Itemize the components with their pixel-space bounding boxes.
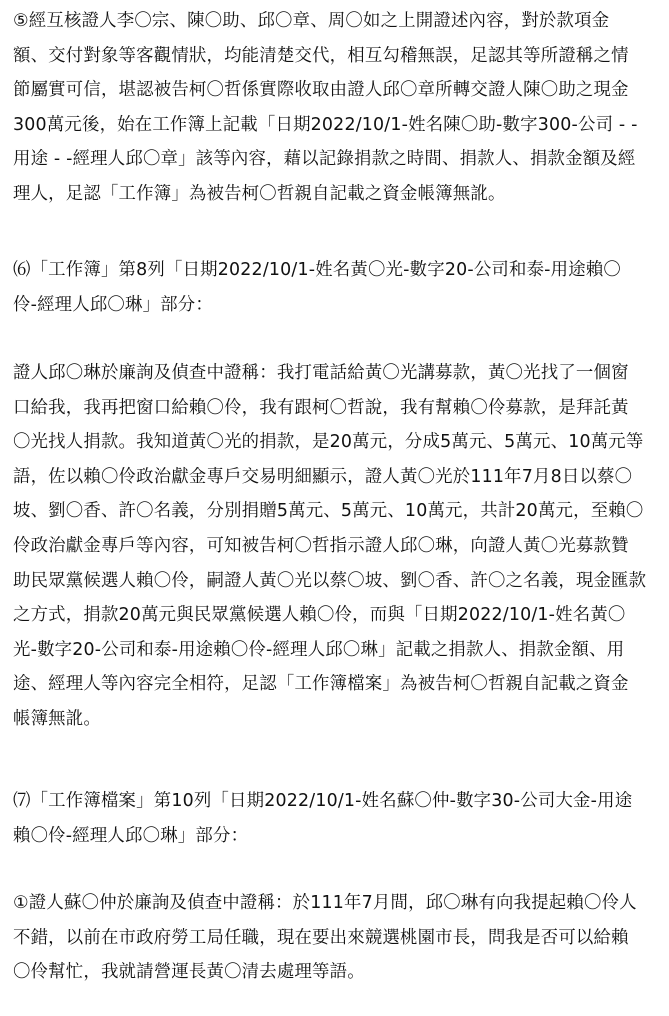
text-line: 證人邱〇琳於廉詢及偵查中證稱：我打電話給黃〇光講募款，黃〇光找了一個窗 [13,363,629,383]
text-line: 用途 - -經理人邱〇章」該等內容，藉以記錄捐款之時間、捐款人、捐款金額及經 [13,149,636,170]
paragraph-testimony-qiu [13,356,658,737]
text-line: 伶政治獻金專戶等內容，可知被告柯〇哲指示證人邱〇琳，向證人黃〇光募款贊 [13,535,629,556]
paragraph-item-1 [13,886,658,990]
text-line: 300萬元後，始在工作簿上記載「日期2022/10/1-姓名陳〇助-數字300-公司 - - [13,114,638,135]
paragraph-item-5 [13,4,658,212]
text-line: 坡、劉〇香、許〇名義，分別捐贈5萬元、5萬元、10萬元，共計20萬元，至賴〇 [13,501,644,522]
text-line: 途、經理人等內容完全相符，足認「工作簿檔案」為被告柯〇哲親自記載之資金 [13,674,629,695]
text-line: 口給我，我再把窗口給賴〇伶，我有跟柯〇哲說，我有幫賴〇伶募款，是拜託黃 [13,397,629,418]
text-line: 不錯，以前在市政府勞工局任職，現在要出來競選桃園市長，問我是否可以給賴 [13,927,629,948]
text-line: ⑤經互核證人李〇宗、陳〇助、邱〇章、周〇如之上開證述內容，對於款項金 [13,11,610,31]
text-line: ⑹「工作簿」第8列「日期2022/10/1-姓名黃〇光-數字20-公司和泰-用途賴〇 [13,260,622,280]
text-line: 節屬實可信，堪認被告柯〇哲係實際收取由證人邱〇章所轉交證人陳〇助之現金 [13,80,629,101]
text-line: 語，佐以賴〇伶政治獻金專戶交易明細顯示，證人黃〇光於111年7月8日以蔡〇 [13,466,633,487]
text-line: 之方式，捐款20萬元與民眾黨候選人賴〇伶，而與「日期2022/10/1-姓名黃〇 [13,605,626,626]
text-line: 光-數字20-公司和泰-用途賴〇伶-經理人邱〇琳」記載之捐款人、捐款金額、用 [13,639,625,660]
text-line: 帳簿無訛。 [13,708,101,729]
text-line: ⑺「工作簿檔案」第10列「日期2022/10/1-姓名蘇〇仲-數字30-公司大金-用途 [13,791,633,811]
text-line: 賴〇伶-經理人邱〇琳」部分： [13,825,249,846]
section-heading-6 [13,253,658,322]
text-line: ①證人蘇〇仲於廉詢及偵查中證稱：於111年7月間，邱〇琳有向我提起賴〇伶人 [13,893,637,913]
text-line: 〇伶幫忙，我就請營運長黃〇清去處理等語。 [13,962,365,983]
text-line: 額、交付對象等客觀情狀，均能清楚交代，相互勾稽無誤，足認其等所證稱之情 [13,45,629,66]
text-line: 助民眾黨候選人賴〇伶，嗣證人黃〇光以蔡〇坡、劉〇香、許〇之名義，現金匯款 [13,570,647,591]
text-line: 理人，足認「工作簿」為被告柯〇哲親自記載之資金帳簿無訛。 [13,183,506,204]
text-line: 〇光找人捐款。我知道黃〇光的捐款，是20萬元，分成5萬元、5萬元、10萬元等 [13,432,644,453]
text-line: 伶-經理人邱〇琳」部分： [13,294,213,315]
section-heading-7 [13,784,658,853]
